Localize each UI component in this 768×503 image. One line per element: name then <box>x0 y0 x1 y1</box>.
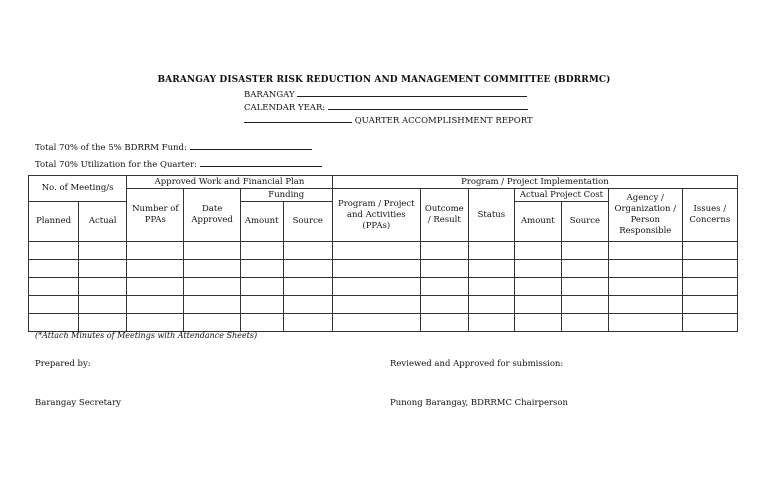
table-cell[interactable] <box>79 314 127 332</box>
outcome-header: Outcome / Result <box>420 189 468 242</box>
prepared-by-label: Prepared by: <box>35 359 91 369</box>
table-cell[interactable] <box>608 296 682 314</box>
table-cell[interactable] <box>184 314 240 332</box>
reviewed-by-label: Reviewed and Approved for submission: <box>390 359 564 369</box>
barangay-line <box>244 88 527 100</box>
date-approved-header: Date Approved <box>184 189 240 242</box>
table-cell[interactable] <box>79 260 127 278</box>
table-cell[interactable] <box>561 314 608 332</box>
table-cell[interactable] <box>468 278 514 296</box>
table-cell[interactable] <box>127 296 184 314</box>
table-row <box>29 260 738 278</box>
table-cell[interactable] <box>514 314 561 332</box>
utilization-line <box>35 158 322 170</box>
table-cell[interactable] <box>79 296 127 314</box>
table-cell[interactable] <box>283 296 332 314</box>
table-cell[interactable] <box>283 260 332 278</box>
quarter-line <box>244 114 533 126</box>
table-row <box>29 278 738 296</box>
table-cell[interactable] <box>514 260 561 278</box>
barangay-label: BARANGAY <box>244 90 295 100</box>
num-ppas-header: Number of PPAs <box>127 189 184 242</box>
table-cell[interactable] <box>561 260 608 278</box>
meetings-header: No. of Meeting/s <box>29 176 127 202</box>
table-cell[interactable] <box>283 278 332 296</box>
table-cell[interactable] <box>240 242 283 260</box>
utilization-blank[interactable] <box>200 158 322 167</box>
table-cell[interactable] <box>240 260 283 278</box>
table-cell[interactable] <box>184 242 240 260</box>
table-cell[interactable] <box>682 296 737 314</box>
program-project-header: Program / Project and Activities (PPAs) <box>332 189 420 242</box>
table-cell[interactable] <box>561 278 608 296</box>
table-row <box>29 296 738 314</box>
table-cell[interactable] <box>332 260 420 278</box>
table-cell[interactable] <box>184 260 240 278</box>
table-cell[interactable] <box>184 278 240 296</box>
table-row <box>29 314 738 332</box>
utilization-label: Total 70% Utilization for the Quarter: <box>35 160 197 170</box>
table-cell[interactable] <box>514 278 561 296</box>
table-cell[interactable] <box>283 242 332 260</box>
table-cell[interactable] <box>468 242 514 260</box>
total-fund-label: Total 70% of the 5% BDRRM Fund: <box>35 143 187 153</box>
table-cell[interactable] <box>29 278 79 296</box>
table-cell[interactable] <box>682 260 737 278</box>
table-cell[interactable] <box>127 278 184 296</box>
calendar-year-label: CALENDAR YEAR: <box>244 103 326 113</box>
issues-header: Issues / Concerns <box>682 189 737 242</box>
actual-header: Actual <box>79 202 127 242</box>
table-cell[interactable] <box>283 314 332 332</box>
status-header: Status <box>468 189 514 242</box>
table-cell[interactable] <box>240 278 283 296</box>
table-cell[interactable] <box>127 314 184 332</box>
table-cell[interactable] <box>184 296 240 314</box>
table-cell[interactable] <box>332 296 420 314</box>
table-cell[interactable] <box>682 242 737 260</box>
table-cell[interactable] <box>29 260 79 278</box>
table-cell[interactable] <box>514 296 561 314</box>
table-cell[interactable] <box>561 242 608 260</box>
quarter-report-label: QUARTER ACCOMPLISHMENT REPORT <box>354 116 533 126</box>
agency-header: Agency / Organization / Person Responsible <box>608 189 682 242</box>
table-cell[interactable] <box>608 314 682 332</box>
table-cell[interactable] <box>420 314 468 332</box>
funding-header: Funding <box>240 189 332 202</box>
table-cell[interactable] <box>79 278 127 296</box>
table-body <box>29 242 738 332</box>
table-cell[interactable] <box>468 260 514 278</box>
table-cell[interactable] <box>127 260 184 278</box>
planned-header: Planned <box>29 202 79 242</box>
table-cell[interactable] <box>561 296 608 314</box>
table-cell[interactable] <box>608 260 682 278</box>
table-cell[interactable] <box>240 296 283 314</box>
table-cell[interactable] <box>332 314 420 332</box>
table-cell[interactable] <box>682 278 737 296</box>
table-cell[interactable] <box>468 296 514 314</box>
ppi-header: Program / Project Implementation <box>332 176 737 189</box>
table-cell[interactable] <box>29 296 79 314</box>
form-title: BARANGAY DISASTER RISK REDUCTION AND MANAGEMENT COMMITTEE (BDRRMC) <box>157 75 611 85</box>
barangay-blank[interactable] <box>297 88 527 97</box>
cost-source-header: Source <box>561 202 608 242</box>
awfp-header: Approved Work and Financial Plan <box>127 176 333 189</box>
calendar-year-line <box>244 101 528 113</box>
table-cell[interactable] <box>682 314 737 332</box>
total-fund-line <box>35 141 312 153</box>
table-cell[interactable] <box>29 314 79 332</box>
total-fund-blank[interactable] <box>190 141 312 150</box>
table-cell[interactable] <box>79 242 127 260</box>
table-cell[interactable] <box>420 278 468 296</box>
actual-cost-header: Actual Project Cost <box>514 189 608 202</box>
table-cell[interactable] <box>332 242 420 260</box>
accomplishment-table <box>28 175 738 332</box>
table-cell[interactable] <box>420 296 468 314</box>
table-cell[interactable] <box>468 314 514 332</box>
table-cell[interactable] <box>127 242 184 260</box>
quarter-blank[interactable] <box>244 114 352 123</box>
funding-source-header: Source <box>283 202 332 242</box>
table-cell[interactable] <box>608 242 682 260</box>
table-cell[interactable] <box>420 260 468 278</box>
attachment-note: (*Attach Minutes of Meetings with Attendance Sheets) <box>35 331 258 340</box>
table-cell[interactable] <box>29 242 79 260</box>
table-cell[interactable] <box>514 242 561 260</box>
chairperson-label: Punong Barangay, BDRRMC Chairperson <box>390 398 568 408</box>
funding-amount-header: Amount <box>240 202 283 242</box>
table-row <box>29 242 738 260</box>
table-cell[interactable] <box>240 314 283 332</box>
secretary-label: Barangay Secretary <box>35 398 121 408</box>
calendar-year-blank[interactable] <box>328 101 528 110</box>
table-cell[interactable] <box>420 242 468 260</box>
table-cell[interactable] <box>608 278 682 296</box>
table-cell[interactable] <box>332 278 420 296</box>
cost-amount-header: Amount <box>514 202 561 242</box>
